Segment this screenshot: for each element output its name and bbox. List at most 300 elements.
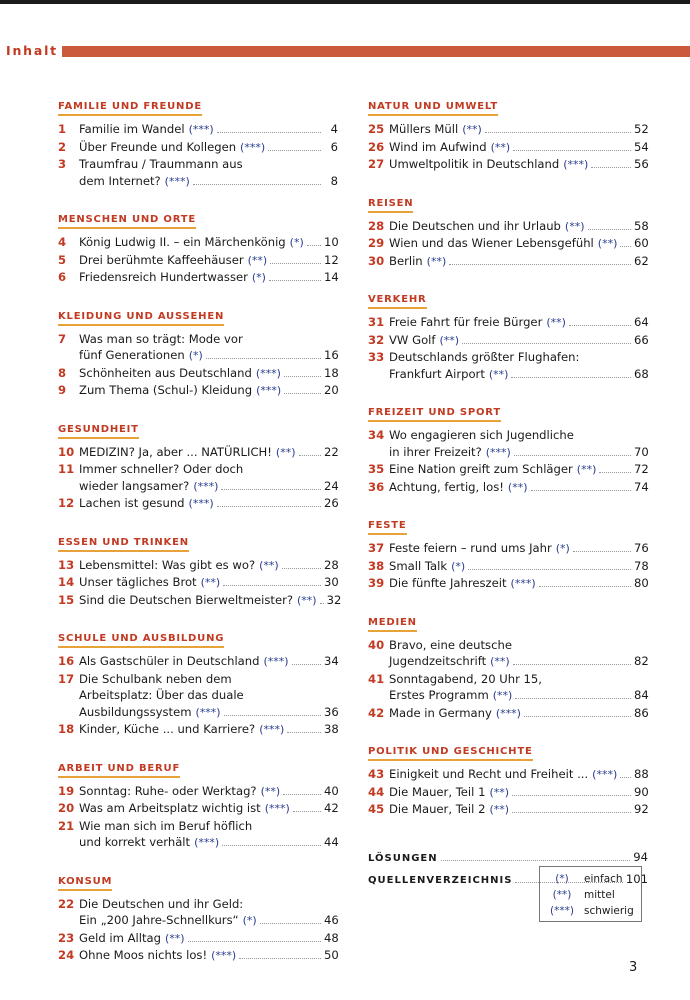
chapter-number: 9 bbox=[58, 383, 67, 397]
dot-leader bbox=[588, 229, 632, 230]
chapter-title: Sonntag: Ruhe- oder Werktag? bbox=[79, 783, 257, 798]
chapter-title-line bbox=[79, 574, 338, 592]
difficulty-level: (**) bbox=[439, 333, 460, 347]
chapter-text bbox=[389, 156, 648, 174]
chapter-title-line bbox=[79, 704, 338, 722]
page-ref: 64 bbox=[634, 315, 649, 329]
toc-entry bbox=[58, 382, 338, 400]
page-ref: 56 bbox=[634, 157, 649, 171]
toc-entry bbox=[58, 671, 338, 722]
toc-entry bbox=[58, 156, 338, 190]
toc-entry bbox=[58, 461, 338, 495]
chapter-text bbox=[79, 721, 338, 739]
difficulty-level: (**) bbox=[164, 931, 185, 945]
chapter-text bbox=[389, 427, 648, 461]
difficulty-level: (***) bbox=[193, 479, 219, 493]
dot-leader bbox=[515, 698, 631, 699]
chapter-title-line bbox=[389, 139, 648, 157]
difficulty-level: (*) bbox=[251, 271, 266, 284]
chapter-title-line bbox=[389, 671, 648, 688]
chapter-number: 38 bbox=[368, 558, 385, 573]
chapter-number: 21 bbox=[58, 818, 75, 833]
dot-leader bbox=[620, 246, 631, 247]
chapter-number: 4 bbox=[58, 235, 67, 249]
dot-leader bbox=[221, 489, 321, 490]
chapter-title-line bbox=[389, 235, 648, 253]
legend-row bbox=[540, 903, 641, 919]
toc-entry bbox=[368, 558, 648, 576]
chapter-number: 10 bbox=[58, 444, 75, 459]
chapter-title: Wie man sich im Beruf höflich bbox=[79, 818, 253, 833]
toc-entry bbox=[58, 818, 338, 852]
toc-entry bbox=[58, 444, 338, 462]
dot-leader bbox=[511, 377, 631, 378]
chapter-number: 34 bbox=[368, 428, 385, 442]
chapter-title-line bbox=[79, 834, 338, 852]
dot-leader bbox=[282, 568, 321, 569]
difficulty-level: (***) bbox=[259, 723, 285, 736]
chapter-number: 32 bbox=[368, 332, 385, 347]
chapter-text bbox=[79, 121, 338, 139]
difficulty-level: (***) bbox=[194, 836, 220, 849]
chapter-number: 26 bbox=[368, 139, 385, 154]
difficulty-level: (***) bbox=[240, 140, 266, 154]
chapter-number: 6 bbox=[58, 270, 67, 284]
chapter-title: Lachen ist gesund bbox=[79, 496, 185, 510]
chapter-title-line bbox=[389, 349, 648, 366]
page-ref: 52 bbox=[634, 122, 649, 136]
page-ref: 90 bbox=[634, 784, 649, 799]
toc-entry bbox=[58, 653, 338, 671]
dot-leader bbox=[193, 184, 321, 185]
chapter-title-line bbox=[389, 766, 648, 784]
chapter-number: 43 bbox=[368, 767, 385, 781]
dot-leader bbox=[260, 923, 321, 924]
toc-entry bbox=[58, 800, 338, 818]
toc-section bbox=[58, 417, 338, 513]
chapter-text bbox=[79, 331, 338, 365]
page-ref: 60 bbox=[634, 236, 649, 250]
chapter-title: Familie im Wandel bbox=[79, 122, 185, 136]
toc-section bbox=[58, 626, 338, 739]
toc-entry bbox=[368, 121, 648, 139]
appendix-title: LÖSUNGEN bbox=[368, 852, 438, 864]
dot-leader bbox=[462, 343, 631, 344]
chapter-text bbox=[389, 139, 648, 157]
dot-leader bbox=[283, 794, 321, 795]
chapter-title: Achtung, fertig, los! bbox=[389, 479, 504, 494]
chapter-number: 36 bbox=[368, 479, 385, 494]
chapter-number: 20 bbox=[58, 801, 75, 815]
toc-entry bbox=[58, 269, 338, 287]
toc-entry bbox=[58, 947, 338, 965]
toc-entry bbox=[368, 705, 648, 723]
legend-symbol: (***) bbox=[550, 905, 574, 917]
chapter-title: Erstes Programm bbox=[389, 688, 489, 702]
toc-entry bbox=[368, 801, 648, 819]
page-ref: 28 bbox=[324, 557, 339, 572]
toc-left-column bbox=[58, 94, 342, 982]
chapter-text bbox=[389, 479, 648, 497]
dot-leader bbox=[468, 569, 631, 570]
chapter-title: Freie Fahrt für freie Bürger bbox=[389, 315, 543, 329]
page-ref: 86 bbox=[634, 705, 649, 720]
chapter-title: Ausbildungssystem bbox=[79, 704, 192, 719]
chapter-number: 28 bbox=[368, 218, 385, 233]
page-number: 3 bbox=[629, 960, 638, 975]
page-ref: 84 bbox=[634, 688, 649, 702]
chapter-title-line bbox=[79, 478, 338, 496]
chapter-text bbox=[79, 156, 338, 190]
chapter-title: Eine Nation greift zum Schläger bbox=[389, 462, 573, 476]
dot-leader bbox=[599, 472, 631, 473]
page-ref: 62 bbox=[634, 253, 649, 268]
difficulty-level: (*) bbox=[242, 914, 257, 927]
difficulty-level: (***) bbox=[188, 497, 214, 510]
chapter-title: Frankfurt Airport bbox=[389, 366, 485, 381]
chapter-title-line bbox=[389, 156, 648, 174]
chapter-text bbox=[79, 592, 342, 610]
chapter-text bbox=[79, 139, 338, 157]
chapter-title: Was am Arbeitsplatz wichtig ist bbox=[79, 801, 261, 815]
difficulty-level: (**) bbox=[597, 237, 618, 250]
page-ref: 18 bbox=[324, 365, 339, 380]
page-ref: 26 bbox=[324, 496, 339, 510]
chapter-title: Feste feiern – rund ums Jahr bbox=[389, 541, 552, 555]
section-title: SCHULE UND AUSBILDUNG bbox=[58, 633, 224, 648]
page-ref: 54 bbox=[634, 139, 649, 154]
chapter-title: MEDIZIN? Ja, aber ... NATÜRLICH! bbox=[79, 444, 272, 459]
toc-entry bbox=[368, 427, 648, 461]
chapter-title-line bbox=[79, 234, 338, 252]
difficulty-level: (**) bbox=[490, 140, 511, 154]
difficulty-level: (*) bbox=[555, 542, 570, 555]
toc-section bbox=[368, 94, 648, 174]
difficulty-level: (**) bbox=[462, 123, 482, 136]
page-ref: 22 bbox=[324, 444, 339, 459]
chapter-title-line bbox=[389, 314, 648, 332]
chapter-title-line bbox=[79, 365, 338, 383]
chapter-title-line bbox=[389, 121, 648, 139]
dot-leader bbox=[268, 150, 321, 151]
page-ref: 68 bbox=[634, 366, 649, 381]
dot-leader bbox=[539, 586, 631, 587]
chapter-title-line bbox=[79, 382, 338, 400]
chapter-title: Immer schneller? Oder doch bbox=[79, 462, 244, 476]
chapter-number: 16 bbox=[58, 654, 75, 668]
chapter-title-line bbox=[79, 896, 338, 913]
page-ref: 58 bbox=[634, 218, 649, 233]
chapter-title: Small Talk bbox=[389, 558, 448, 573]
chapter-number: 5 bbox=[58, 252, 67, 267]
chapter-title: Bravo, eine deutsche bbox=[389, 637, 512, 652]
dot-leader bbox=[591, 167, 631, 168]
difficulty-level: (**) bbox=[260, 784, 281, 798]
dot-leader bbox=[188, 941, 321, 942]
chapter-title-line bbox=[389, 253, 648, 271]
chapter-text bbox=[79, 495, 338, 513]
difficulty-level: (**) bbox=[275, 445, 296, 459]
chapter-text bbox=[389, 671, 648, 705]
difficulty-level: (**) bbox=[490, 655, 510, 668]
section-title: NATUR UND UMWELT bbox=[368, 101, 498, 116]
difficulty-legend bbox=[539, 866, 642, 922]
dot-leader bbox=[449, 264, 631, 265]
chapter-title: Die Deutschen und ihr Urlaub bbox=[389, 218, 561, 233]
chapter-number: 13 bbox=[58, 557, 75, 572]
page-ref: 20 bbox=[324, 383, 339, 397]
chapter-title-line bbox=[389, 653, 648, 671]
toc-entry bbox=[368, 575, 648, 593]
chapter-title: Was man so trägt: Mode vor bbox=[79, 331, 243, 346]
toc-entry bbox=[368, 218, 648, 236]
difficulty-level: (**) bbox=[564, 219, 585, 233]
chapter-text bbox=[389, 558, 648, 576]
dot-leader bbox=[222, 845, 321, 846]
section-title: ARBEIT UND BERUF bbox=[58, 763, 180, 778]
chapter-title: Die Deutschen und ihr Geld: bbox=[79, 896, 244, 911]
page-ref: 12 bbox=[324, 252, 339, 267]
chapter-text bbox=[79, 461, 338, 495]
page-ref: 16 bbox=[324, 348, 339, 362]
chapter-text bbox=[79, 930, 338, 948]
chapter-number: 42 bbox=[368, 705, 385, 720]
chapter-title: Drei berühmte Kaffeehäuser bbox=[79, 252, 244, 267]
legend-row bbox=[540, 887, 641, 903]
difficulty-level: (*) bbox=[451, 559, 466, 573]
legend-symbol: (*) bbox=[555, 873, 569, 885]
dot-leader bbox=[299, 455, 322, 456]
toc-section bbox=[368, 400, 648, 496]
dot-leader bbox=[524, 716, 631, 717]
chapter-title-line bbox=[389, 705, 648, 723]
difficulty-level: (**) bbox=[297, 593, 317, 607]
dot-leader bbox=[287, 732, 321, 733]
section-title: POLITIK UND GESCHICHTE bbox=[368, 746, 533, 761]
chapter-text bbox=[79, 365, 338, 383]
dot-leader bbox=[485, 132, 631, 133]
chapter-title-line bbox=[79, 947, 338, 965]
chapter-title: Einigkeit und Recht und Freiheit ... bbox=[389, 767, 589, 781]
chapter-number: 2 bbox=[58, 139, 67, 154]
chapter-text bbox=[389, 461, 648, 479]
difficulty-level: (***) bbox=[264, 802, 290, 815]
chapter-title-line bbox=[389, 558, 648, 576]
chapter-title: Deutschlands größter Flughafen: bbox=[389, 350, 580, 364]
chapter-text bbox=[389, 766, 648, 784]
difficulty-level: (***) bbox=[495, 706, 521, 720]
chapter-text bbox=[79, 444, 338, 462]
chapter-title: in ihrer Freizeit? bbox=[389, 444, 482, 459]
chapter-title: Über Freunde und Kollegen bbox=[79, 139, 237, 154]
toc-entry bbox=[58, 365, 338, 383]
chapter-title: Traumfrau / Traummann aus bbox=[79, 157, 243, 171]
chapter-text bbox=[389, 705, 648, 723]
chapter-text bbox=[79, 574, 338, 592]
toc-entry bbox=[58, 592, 342, 610]
chapter-title-line bbox=[79, 592, 342, 610]
difficulty-level: (**) bbox=[426, 254, 447, 268]
difficulty-level: (**) bbox=[259, 558, 279, 572]
dot-leader bbox=[269, 280, 321, 281]
chapter-title: Kinder, Küche ... und Karriere? bbox=[79, 722, 256, 736]
chapter-title: Friedensreich Hundertwasser bbox=[79, 270, 248, 284]
chapter-title: fünf Generationen bbox=[79, 348, 185, 362]
toc-section bbox=[368, 287, 648, 383]
chapter-title: dem Internet? bbox=[79, 173, 161, 188]
chapter-title-line bbox=[389, 784, 648, 802]
chapter-title-line bbox=[79, 461, 338, 478]
section-title: FAMILIE UND FREUNDE bbox=[58, 101, 202, 116]
chapter-title: Wind im Aufwind bbox=[389, 139, 487, 154]
chapter-title-line bbox=[79, 818, 338, 835]
difficulty-level: (**) bbox=[492, 689, 513, 702]
toc-section bbox=[368, 513, 648, 593]
dot-leader bbox=[512, 795, 631, 796]
dot-leader bbox=[513, 664, 631, 665]
page-ref: 82 bbox=[634, 654, 649, 668]
chapter-number: 44 bbox=[368, 784, 385, 799]
page-ref: 44 bbox=[324, 835, 339, 849]
chapter-number: 3 bbox=[58, 157, 67, 171]
chapter-title: Wien und das Wiener Lebensgefühl bbox=[389, 236, 594, 250]
chapter-title-line bbox=[389, 218, 648, 236]
section-title: MENSCHEN UND ORTE bbox=[58, 214, 196, 229]
chapter-title: Wo engagieren sich Jugendliche bbox=[389, 428, 574, 442]
toc-entry bbox=[58, 721, 338, 739]
difficulty-level: (***) bbox=[263, 655, 289, 668]
chapter-text bbox=[389, 235, 648, 253]
page-ref: 24 bbox=[324, 478, 339, 493]
top-border bbox=[0, 0, 690, 4]
chapter-text bbox=[79, 382, 338, 400]
chapter-text bbox=[389, 637, 648, 671]
appendix-title: QUELLENVERZEICHNIS bbox=[368, 874, 513, 886]
section-title: KLEIDUNG UND AUSSEHEN bbox=[58, 311, 224, 326]
toc-entry bbox=[368, 540, 648, 558]
dot-leader bbox=[270, 263, 321, 264]
toc-section bbox=[58, 207, 338, 287]
toc-entry bbox=[368, 671, 648, 705]
toc-entry bbox=[368, 766, 648, 784]
page-ref: 42 bbox=[324, 801, 339, 815]
difficulty-level: (**) bbox=[576, 463, 597, 476]
legend-label: einfach bbox=[584, 873, 623, 885]
chapter-title-line bbox=[389, 575, 648, 593]
page-ref: 46 bbox=[324, 913, 339, 927]
chapter-text bbox=[79, 252, 338, 270]
chapter-text bbox=[79, 269, 338, 287]
chapter-text bbox=[79, 896, 338, 930]
chapter-title: Umweltpolitik in Deutschland bbox=[389, 157, 560, 171]
chapter-title-line bbox=[389, 444, 648, 462]
chapter-title-line bbox=[79, 121, 338, 139]
chapter-number: 27 bbox=[368, 157, 385, 171]
toc-section bbox=[58, 756, 338, 852]
dot-leader bbox=[441, 860, 631, 861]
chapter-number: 35 bbox=[368, 462, 385, 476]
toc-section bbox=[368, 191, 648, 271]
toc-entry bbox=[58, 331, 338, 365]
chapter-title-line bbox=[389, 427, 648, 444]
toc-entry bbox=[58, 495, 338, 513]
dot-leader bbox=[293, 811, 321, 812]
chapter-title-line bbox=[389, 332, 648, 350]
chapter-text bbox=[79, 234, 338, 252]
chapter-text bbox=[79, 671, 338, 722]
dot-leader bbox=[307, 245, 321, 246]
section-title: FREIZEIT UND SPORT bbox=[368, 407, 501, 422]
dot-leader bbox=[512, 812, 631, 813]
difficulty-level: (***) bbox=[592, 768, 618, 781]
page-ref: 10 bbox=[324, 235, 339, 249]
chapter-text bbox=[389, 784, 648, 802]
chapter-number: 22 bbox=[58, 896, 75, 911]
page-ref: 4 bbox=[330, 122, 338, 136]
toc-entry bbox=[58, 121, 338, 139]
chapter-text bbox=[389, 314, 648, 332]
chapter-title-line bbox=[79, 721, 338, 739]
dot-leader bbox=[569, 325, 631, 326]
page-ref: 8 bbox=[330, 173, 338, 188]
difficulty-level: (***) bbox=[510, 577, 536, 590]
chapter-number: 1 bbox=[58, 122, 67, 136]
difficulty-level: (***) bbox=[256, 384, 282, 397]
section-title: ESSEN UND TRINKEN bbox=[58, 537, 189, 552]
toc-entry bbox=[58, 139, 338, 157]
toc-entry bbox=[58, 896, 338, 930]
page-ref: 94 bbox=[633, 849, 648, 864]
chapter-number: 29 bbox=[368, 236, 385, 250]
difficulty-level: (***) bbox=[485, 445, 511, 459]
difficulty-level: (**) bbox=[488, 367, 509, 381]
section-title: FESTE bbox=[368, 520, 407, 535]
dot-leader bbox=[573, 551, 631, 552]
page-ref: 34 bbox=[324, 654, 339, 668]
chapter-title-line bbox=[79, 331, 338, 348]
chapter-text bbox=[389, 253, 648, 271]
chapter-title: Sonntagabend, 20 Uhr 15, bbox=[389, 671, 542, 686]
toc-entry bbox=[368, 637, 648, 671]
chapter-number: 17 bbox=[58, 671, 75, 686]
section-title: VERKEHR bbox=[368, 294, 427, 309]
difficulty-level: (***) bbox=[188, 123, 214, 136]
dot-leader bbox=[239, 958, 321, 959]
legend-label: mittel bbox=[584, 889, 615, 901]
toc-entry bbox=[368, 479, 648, 497]
chapter-number: 30 bbox=[368, 253, 385, 268]
chapter-title: Schönheiten aus Deutschland bbox=[79, 365, 252, 380]
difficulty-level: (***) bbox=[164, 174, 190, 188]
difficulty-level: (***) bbox=[563, 158, 589, 171]
chapter-number: 12 bbox=[58, 496, 75, 510]
chapter-title: Lebensmittel: Was gibt es wo? bbox=[79, 557, 256, 572]
chapter-title-line bbox=[79, 139, 338, 157]
toc-right-column bbox=[368, 94, 648, 891]
chapter-text bbox=[389, 218, 648, 236]
chapter-title-line bbox=[79, 156, 338, 173]
dot-leader bbox=[320, 603, 324, 604]
page-title: Inhalt bbox=[6, 43, 58, 58]
chapter-title-line bbox=[389, 479, 648, 497]
toc-section bbox=[368, 739, 648, 819]
chapter-title-line bbox=[79, 173, 338, 191]
chapter-text bbox=[389, 575, 648, 593]
chapter-title: Zum Thema (Schul-) Kleidung bbox=[79, 383, 253, 397]
chapter-text bbox=[389, 121, 648, 139]
dot-leader bbox=[284, 393, 321, 394]
chapter-title-line bbox=[79, 444, 338, 462]
